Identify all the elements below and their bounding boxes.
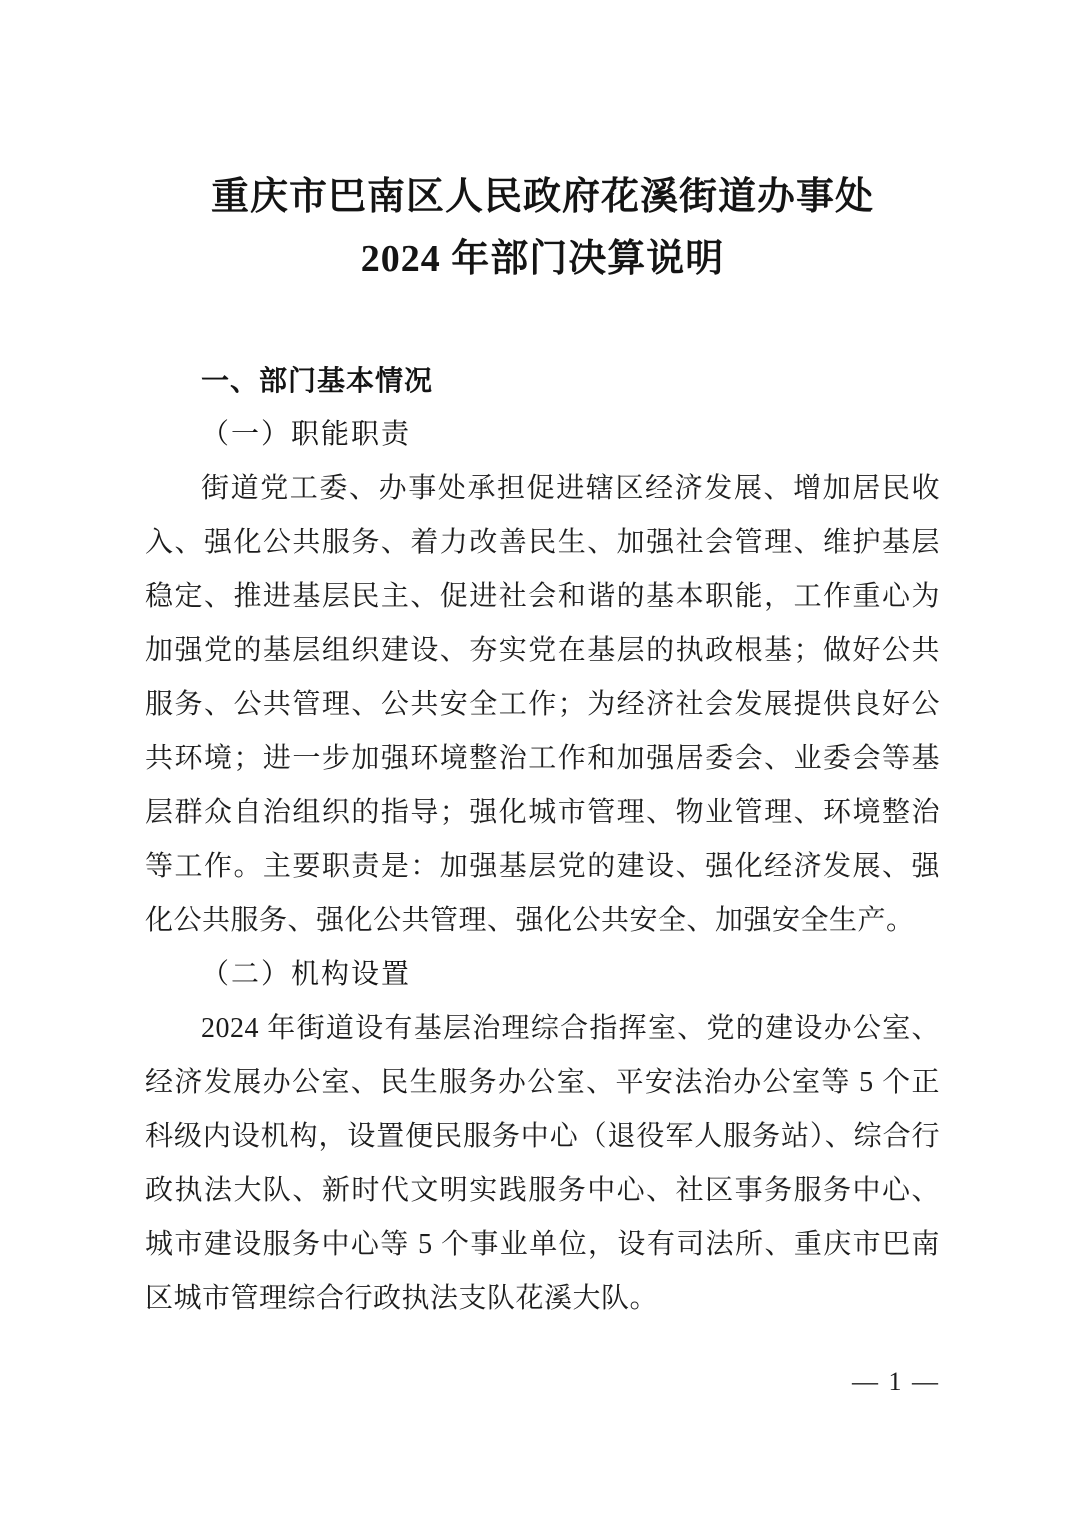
section-heading-basic-info: 一、部门基本情况 xyxy=(201,365,434,396)
paragraph-organization: 2024 年街道设有基层治理综合指挥室、党的建设办公室、经济发展办公室、民生服务办公室、平安法治办公室等 5 个正科级内设机构，设置便民服务中心（退役军人服务站）、综合行政执法大队、新时代文明实践服务中心、社区事务服务中心、城市建设服务中心等 5 个事业单位，设有司法所、重庆市巴南区城市管理综合行政执法支队花溪大队。 xyxy=(145,1013,940,1314)
document-content xyxy=(145,0,940,1326)
title-line-1: 重庆市巴南区人民政府花溪街道办事处 xyxy=(210,176,874,218)
subsection-heading-duties: （一）职能职责 xyxy=(201,419,412,450)
paragraph-duties: 街道党工委、办事处承担促进辖区经济发展、增加居民收入、强化公共服务、着力改善民生、加强社会管理、维护基层稳定、推进基层民主、促进社会和谐的基本职能，工作重心为加强党的基层组织建设、夯实党在基层的执政根基；做好公共服务、公共管理、公共安全工作；为经济社会发展提供良好公共环境；进一步加强环境整治工作和加强居委会、业委会等基层群众自治组织的指导；强化城市管理、物业管理、环境整治等工作。主要职责是：加强基层党的建设、强化经济发展、强化公共服务、强化公共管理、强化公共安全、加强安全生产。 xyxy=(145,473,940,936)
subsection-heading-organization: （二）机构设置 xyxy=(201,959,412,990)
document-title xyxy=(145,0,940,290)
title-line-2: 2024 年部门决算说明 xyxy=(360,238,725,280)
page-number: — 1 — xyxy=(852,1367,940,1396)
